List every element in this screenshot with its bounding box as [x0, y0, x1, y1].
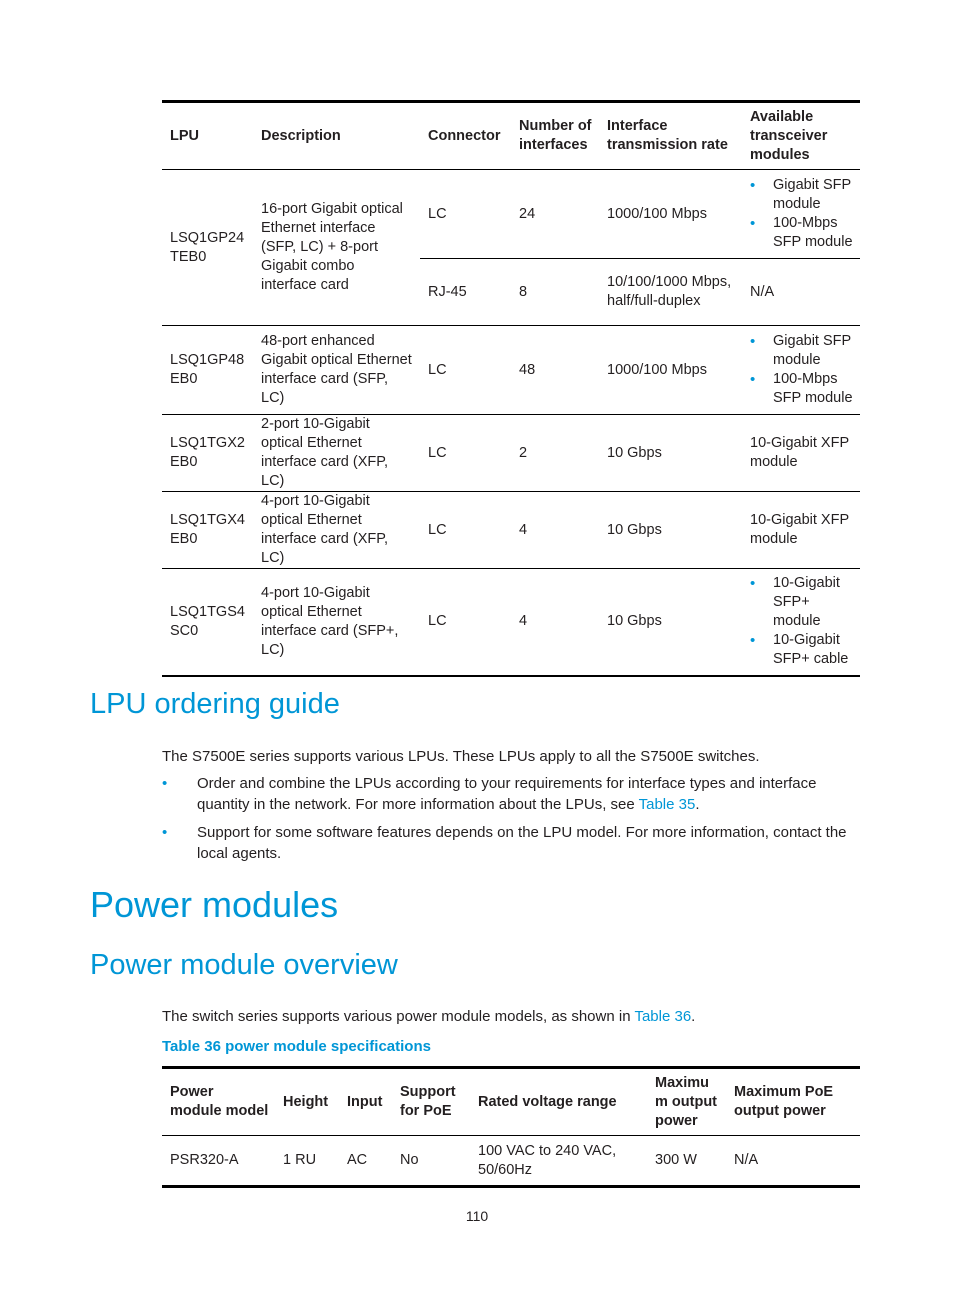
- table-header-row: [162, 1068, 860, 1136]
- output-power-cell: 300 W: [655, 1152, 697, 1168]
- column-header: Rated voltage range: [470, 1068, 647, 1136]
- description-cell: 4-port 10-Gigabit optical Ethernet interface card (XFP, LC): [253, 492, 420, 569]
- column-header: Input: [339, 1068, 392, 1136]
- section-heading-power-module-overview: Power module overview: [90, 949, 398, 981]
- rate-cell: 10 Gbps: [599, 569, 742, 676]
- count-cell: 2: [511, 415, 599, 492]
- modules-cell: 10-Gigabit XFP module: [742, 492, 860, 569]
- list-item: [162, 773, 872, 815]
- list-item: [162, 822, 872, 864]
- input-cell: AC: [347, 1152, 368, 1168]
- column-header: Interface transmission rate: [599, 102, 742, 170]
- poe-support-cell: No: [400, 1152, 419, 1168]
- modules-cell: [742, 170, 860, 259]
- lpu-table: [162, 100, 860, 677]
- bullet-text: Order and combine the LPUs according to your requirements for interface types and interface quantity in the network. For more information about the LPUs, see: [197, 775, 817, 813]
- lpu-cell: LSQ1GP48 EB0: [162, 326, 253, 415]
- connector-cell: LC: [420, 326, 511, 415]
- lpu-guide-intro: The S7500E series supports various LPUs. These LPUs apply to all the S7500E switches.: [162, 748, 760, 765]
- power-overview-intro: [162, 1006, 872, 1027]
- table-header-row: [162, 102, 860, 170]
- connector-cell: LC: [420, 569, 511, 676]
- list-item: • 10-Gigabit SFP+ module: [750, 574, 854, 631]
- table-35-link[interactable]: Table 35: [638, 796, 696, 813]
- column-header: Support for PoE: [392, 1068, 470, 1136]
- description-cell: 4-port 10-Gigabit optical Ethernet interface card (SFP+, LC): [253, 569, 420, 676]
- table-row: [162, 326, 860, 415]
- table-row: [162, 569, 860, 676]
- count-cell: 4: [511, 492, 599, 569]
- table-row: [162, 1136, 860, 1187]
- model-cell: PSR320-A: [170, 1152, 239, 1168]
- connector-cell: LC: [420, 415, 511, 492]
- rate-cell: 10/100/1000 Mbps, half/full-duplex: [599, 259, 742, 326]
- table-row: [162, 492, 860, 569]
- connector-cell: RJ-45: [420, 259, 511, 326]
- table-caption: Table 36 power module specifications: [162, 1038, 431, 1055]
- table-row: [162, 415, 860, 492]
- column-header: Available transceiver modules: [742, 102, 860, 170]
- column-header: Description: [253, 102, 420, 170]
- column-header: LPU: [162, 102, 253, 170]
- lpu-cell: LSQ1GP24 TEB0: [162, 170, 253, 326]
- list-item: • Gigabit SFP module: [750, 176, 854, 214]
- rate-cell: 1000/100 Mbps: [599, 326, 742, 415]
- description-cell: 48-port enhanced Gigabit optical Ethernet interface card (SFP, LC): [253, 326, 420, 415]
- bullet-icon: •: [162, 775, 168, 792]
- list-item: • Gigabit SFP module: [750, 332, 854, 370]
- list-item: • 100-Mbps SFP module: [750, 214, 854, 252]
- column-header: Maximum PoE output power: [726, 1068, 860, 1136]
- rate-cell: 10 Gbps: [599, 492, 742, 569]
- lpu-cell: LSQ1TGX2 EB0: [162, 415, 253, 492]
- height-cell: 1 RU: [283, 1152, 317, 1168]
- connector-cell: LC: [420, 492, 511, 569]
- section-heading-lpu-ordering-guide: LPU ordering guide: [90, 688, 340, 720]
- rate-cell: 1000/100 Mbps: [599, 170, 742, 259]
- connector-cell: LC: [420, 170, 511, 259]
- rate-cell: 10 Gbps: [599, 415, 742, 492]
- page-number: 110: [465, 1208, 489, 1224]
- section-heading-power-modules: Power modules: [90, 884, 339, 925]
- modules-cell: [742, 326, 860, 415]
- table-row: [162, 170, 860, 259]
- table-36-link[interactable]: Table 36: [634, 1008, 692, 1025]
- column-header: Connector: [420, 102, 511, 170]
- voltage-cell: 100 VAC to 240 VAC, 50/60Hz: [478, 1142, 617, 1178]
- modules-cell: 10-Gigabit XFP module: [742, 415, 860, 492]
- intro-text-end: .: [691, 1008, 696, 1025]
- modules-cell: N/A: [742, 259, 860, 326]
- lpu-cell: LSQ1TGS4 SC0: [162, 569, 253, 676]
- bullet-text: Support for some software features depends on the LPU model. For more information, contact the local agents.: [197, 824, 847, 862]
- list-item: • 100-Mbps SFP module: [750, 370, 854, 408]
- count-cell: 24: [511, 170, 599, 259]
- list-item: • 10-Gigabit SFP+ cable: [750, 631, 854, 669]
- description-cell: 16-port Gigabit optical Ethernet interface (SFP, LC) + 8-port Gigabit combo interface card: [253, 170, 420, 326]
- intro-text: The switch series supports various power module models, as shown in: [162, 1008, 635, 1025]
- description-cell: 2-port 10-Gigabit optical Ethernet interface card (XFP, LC): [253, 415, 420, 492]
- column-header: Power module model: [162, 1068, 275, 1136]
- column-header: Height: [275, 1068, 339, 1136]
- column-header: Maximum output power: [647, 1068, 726, 1136]
- count-cell: 8: [511, 259, 599, 326]
- count-cell: 48: [511, 326, 599, 415]
- lpu-cell: LSQ1TGX4 EB0: [162, 492, 253, 569]
- bullet-icon: •: [162, 824, 168, 841]
- bullet-text-end: .: [695, 796, 700, 813]
- column-header: Number of interfaces: [511, 102, 599, 170]
- poe-output-cell: N/A: [734, 1152, 759, 1168]
- power-module-table: [162, 1066, 860, 1188]
- modules-cell: [742, 569, 860, 676]
- count-cell: 4: [511, 569, 599, 676]
